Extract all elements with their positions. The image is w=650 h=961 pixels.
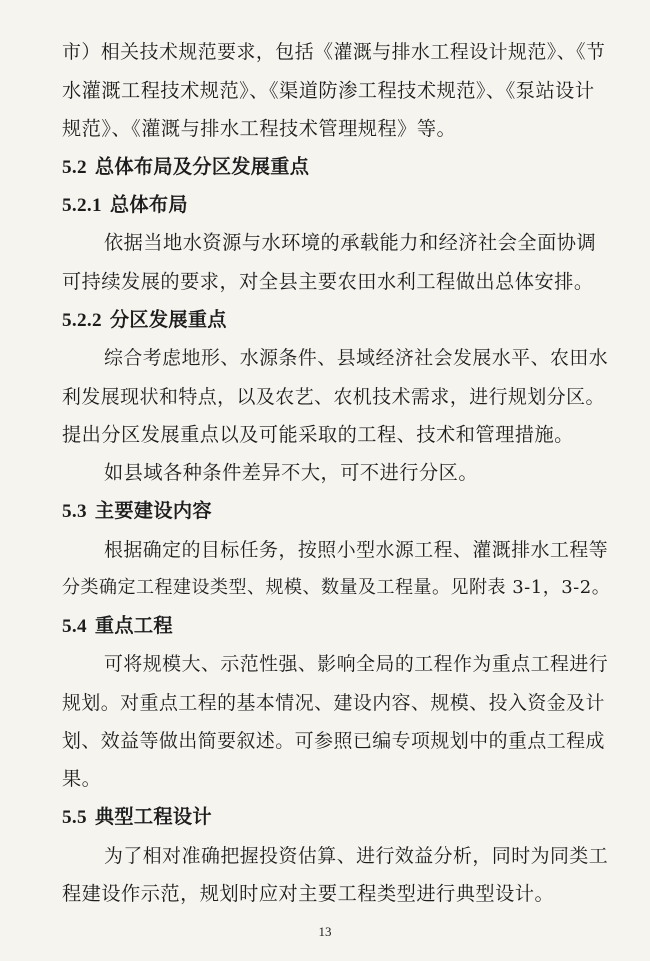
section-title: 分区发展重点	[109, 308, 227, 331]
section-title: 重点工程	[94, 614, 173, 637]
section-heading-5-5	[62, 805, 212, 830]
paragraph-line: 为了相对准确把握投资估算、进行效益分析，同时为同类工	[104, 845, 609, 867]
section-title: 总体布局	[109, 193, 188, 216]
section-heading-5-2-1	[62, 193, 188, 218]
section-number: 5.2.2	[62, 310, 102, 331]
section-heading-5-2-2	[62, 308, 227, 333]
paragraph-line: 规划。对重点工程的基本情况、建设内容、规模、投入资金及计	[62, 692, 605, 714]
paragraph-line: 根据确定的目标任务，按照小型水源工程、灌溉排水工程等	[104, 539, 609, 561]
paragraph-line: 程建设作示范，规划时应对主要工程类型进行典型设计。	[62, 882, 555, 905]
paragraph-line: 依据当地水资源与水环境的承载能力和经济社会全面协调	[104, 231, 597, 254]
section-number: 5.2.1	[62, 195, 102, 216]
section-title: 主要建设内容	[94, 499, 212, 522]
paragraph-line: 果。	[62, 767, 102, 790]
paragraph-line: 可将规模大、示范性强、影响全局的工程作为重点工程进行	[104, 653, 609, 675]
section-title: 总体布局及分区发展重点	[94, 155, 310, 178]
paragraph-line: 水灌溉工程技术规范》、《渠道防渗工程技术规范》、《泵站设计	[62, 79, 595, 102]
section-heading-5-3	[62, 499, 212, 524]
section-heading-5-4	[62, 614, 173, 639]
paragraph-line: 提出分区发展重点以及可能采取的工程、技术和管理措施。	[62, 423, 574, 446]
paragraph-line: 利发展现状和特点，以及农艺、农机技术需求，进行规划分区。	[62, 386, 605, 408]
paragraph-line: 划、效益等做出简要叙述。可参照已编专项规划中的重点工程成	[62, 730, 605, 752]
section-number: 5.4	[62, 616, 87, 637]
paragraph-line: 如县域各种条件差异不大，可不进行分区。	[104, 461, 479, 484]
paragraph-line: 可持续发展的要求，对全县主要农田水利工程做出总体安排。	[62, 270, 594, 293]
section-number: 5.2	[62, 157, 87, 178]
paragraph-line: 规范》、《灌溉与排水工程技术管理规程》等。	[62, 117, 457, 140]
paragraph-line: 市）相关技术规范要求，包括《灌溉与排水工程设计规范》、《节	[62, 41, 606, 63]
page-number: 13	[318, 924, 332, 939]
paragraph-line: 综合考虑地形、水源条件、县域经济社会发展水平、农田水	[104, 347, 609, 369]
section-number: 5.3	[62, 501, 87, 522]
section-number: 5.5	[62, 807, 87, 828]
section-heading-5-2	[62, 155, 309, 180]
section-title: 典型工程设计	[94, 805, 212, 828]
paragraph-line: 分类确定工程建设类型、规模、数量及工程量。见附表 3-1，3-2。	[62, 577, 611, 598]
